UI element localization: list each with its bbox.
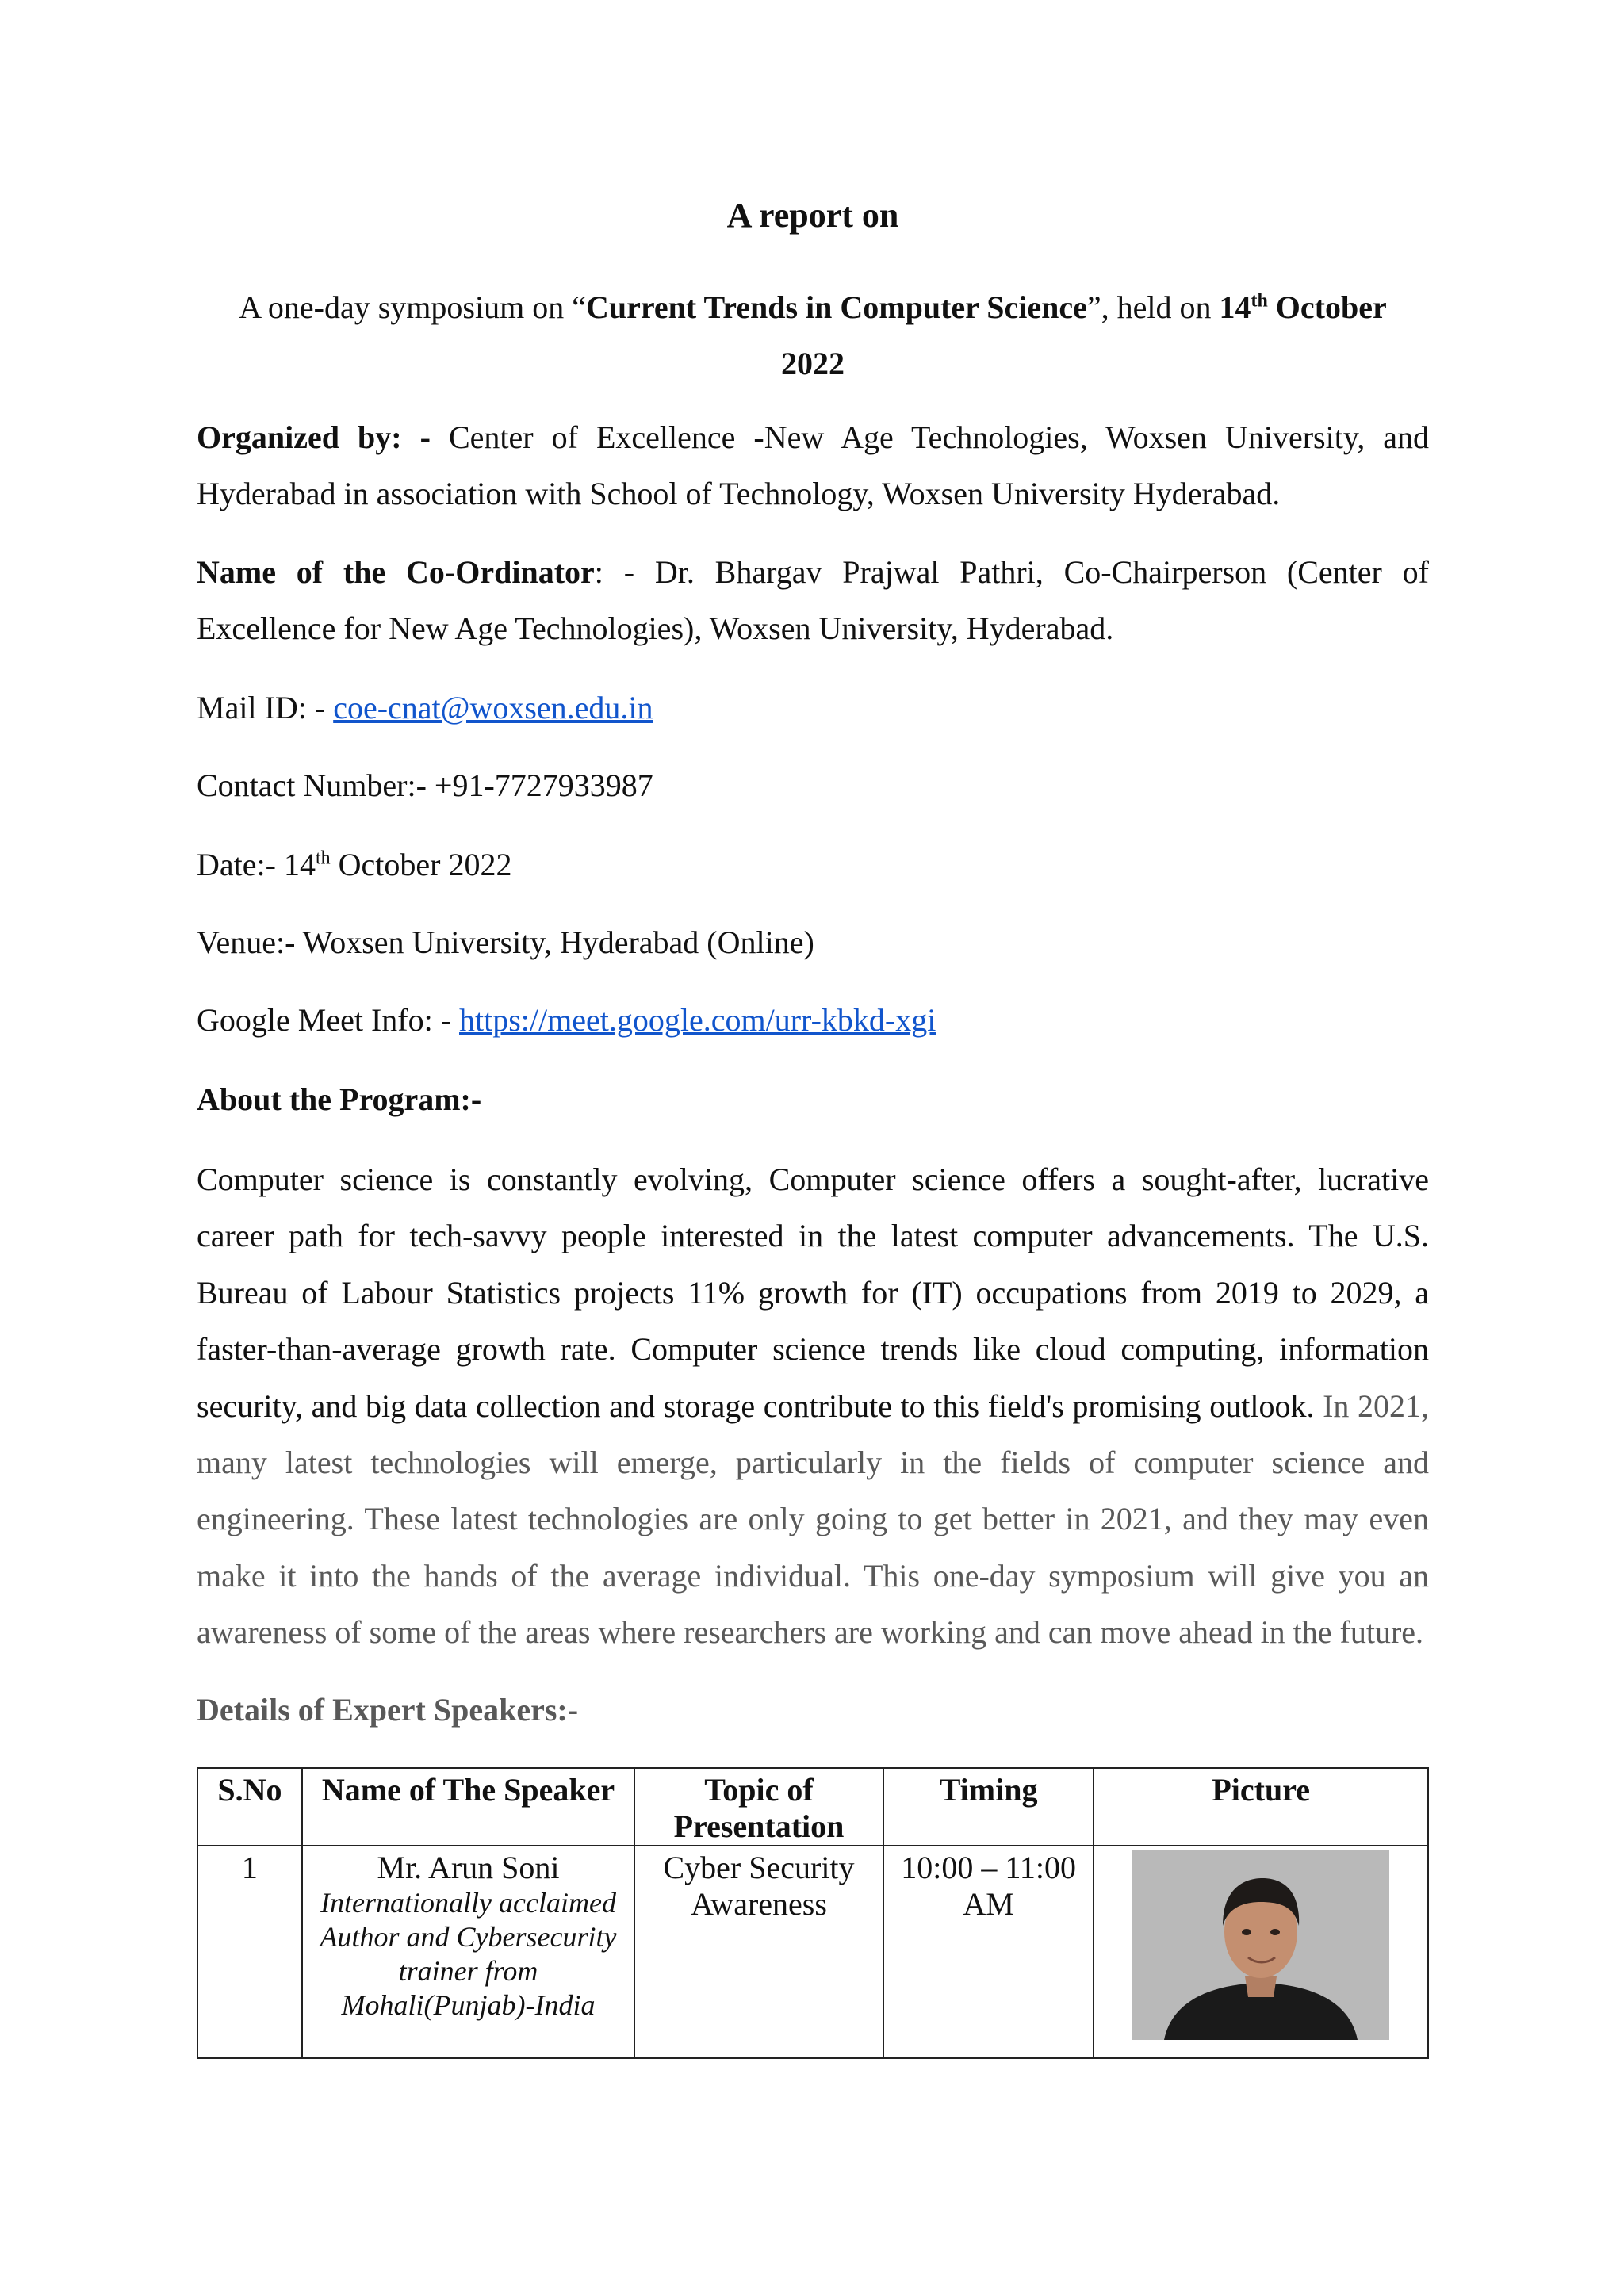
about-heading: About the Program:- (197, 1081, 482, 1117)
about-text-main: Computer science is constantly evolving, Computer science offers a sought-after, lucrative career path for tech-savvy people interested in the latest computer advancements. The U.S. Bureau of Labour Statistics projects 11% growth for (IT) occupations from 2019 to 2029, a faster-than-average growth rate. Computer science trends like cloud computing, information security, and big data collection and storage contribute to this field's promising outlook. (197, 1161, 1429, 1424)
event-date (197, 845, 1429, 885)
mail-link[interactable]: coe-cnat@woxsen.edu.in (333, 690, 653, 725)
organized-by (197, 409, 1429, 522)
event-day: 14 (1219, 289, 1251, 325)
meet-label: Google Meet Info: - (197, 1002, 460, 1038)
col-topic: Topic of Presentation (634, 1768, 883, 1846)
speaker-photo (1132, 1850, 1389, 2040)
meet-link[interactable]: https://meet.google.com/urr-kbkd-xgi (459, 1002, 936, 1038)
event-day-suffix: th (1251, 290, 1268, 312)
table-row (197, 1846, 1428, 2058)
organized-label: Organized by: - (197, 419, 431, 455)
cell-topic: Cyber Security Awareness (634, 1846, 883, 2058)
organized-text: Center of Excellence -New Age Technologies, Woxsen University, and Hyderabad in association with School of Technology, Woxsen University Hyderabad. (197, 419, 1430, 511)
date-rest: October 2022 (330, 847, 512, 882)
google-meet-info (197, 1001, 1429, 1040)
venue: Venue:- Woxsen University, Hyderabad (Online) (197, 924, 814, 960)
mail-id (197, 688, 1429, 728)
subtitle-middle: ”, held on (1086, 289, 1220, 325)
date-suffix: th (315, 848, 331, 869)
cell-speaker (302, 1846, 634, 2058)
cell-sno: 1 (197, 1846, 302, 2058)
speaker-portrait-image (1132, 1850, 1389, 2040)
mail-label: Mail ID: - (197, 690, 334, 725)
coordinator-label: Name of the Co-Ordinator (197, 554, 595, 590)
cell-picture (1094, 1846, 1428, 2058)
report-subtitle (197, 279, 1429, 392)
contact-number: Contact Number:- +91-7727933987 (197, 767, 653, 803)
col-timing: Timing (883, 1768, 1094, 1846)
col-picture: Picture (1094, 1768, 1428, 1846)
speaker-description: Internationally acclaimed Author and Cybersecurity trainer from Mohali(Punjab)-India (320, 1887, 617, 2021)
table-header-row (197, 1768, 1428, 1846)
event-name: Current Trends in Computer Science (585, 289, 1087, 325)
subtitle-prefix: A one-day symposium on “ (239, 289, 586, 325)
about-text (197, 1151, 1429, 1661)
col-speaker-name: Name of The Speaker (302, 1768, 634, 1846)
speaker-name: Mr. Arun Soni (377, 1850, 560, 1885)
about-text-gray: In 2021, many latest technologies will emerge, particularly in the fields of computer science and engineering. These latest technologies are only going to get better in 2021, and they may even make it into the hands of the average individual. This one-day symposium will give you an awareness of some of the areas where researchers are working and can move ahead in the future. (197, 1387, 1429, 1651)
coordinator (197, 544, 1429, 656)
speakers-heading: Details of Expert Speakers:- (197, 1692, 579, 1728)
report-title: A report on (726, 196, 899, 235)
coordinator-text: : - Dr. Bhargav Prajwal Pathri, Co-Chairperson (Center of Excellence for New Age Technologies), Woxsen University, Hyderabad. (197, 554, 1429, 646)
event-month: October (1267, 289, 1387, 325)
col-sno: S.No (197, 1768, 302, 1846)
speakers-table (197, 1767, 1429, 2059)
event-year: 2022 (781, 346, 845, 381)
date-label: Date:- 14 (197, 847, 316, 882)
cell-timing: 10:00 – 11:00 AM (883, 1846, 1094, 2058)
